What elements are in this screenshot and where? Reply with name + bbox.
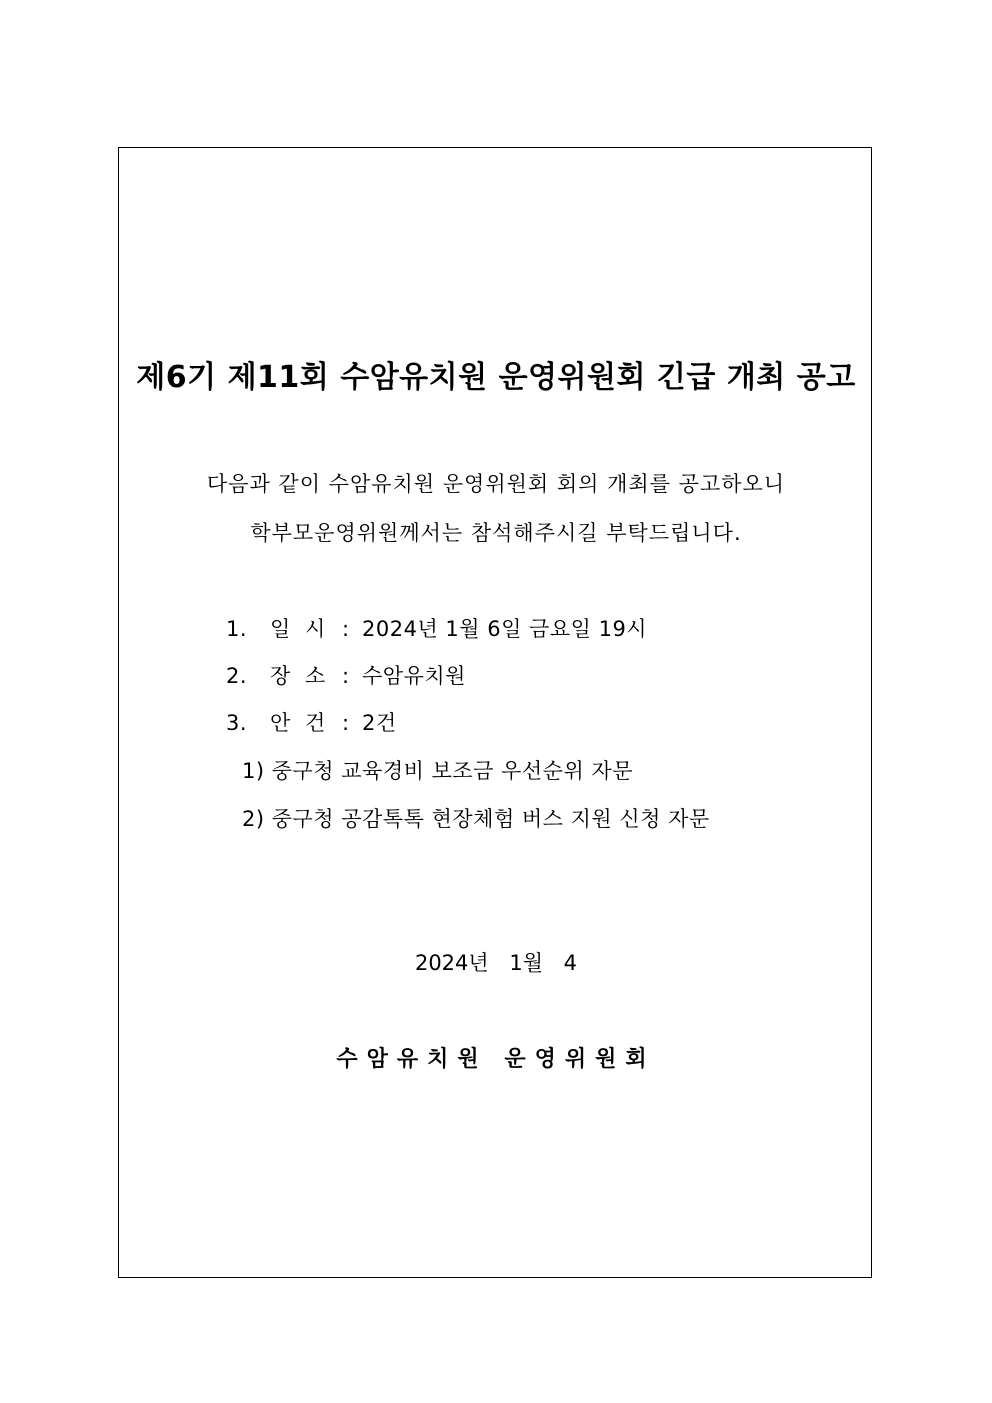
item-value: 2건 — [362, 711, 397, 735]
intro-line-1: 다음과 같이 수암유치원 운영위원회 회의 개최를 공고하오니 — [206, 472, 786, 496]
agenda-item-2: 2) 중구청 공감톡톡 현장체험 버스 지원 신청 자문 — [242, 807, 710, 831]
item-separator: : — [342, 664, 350, 688]
item-number: 3. — [226, 711, 248, 735]
item-datetime — [226, 613, 647, 643]
item-label: 안 건 — [270, 711, 330, 735]
item-number: 2. — [226, 664, 248, 688]
item-label: 장 소 — [270, 664, 330, 688]
item-value: 2024년 1월 6일 금요일 19시 — [362, 617, 648, 641]
intro-line-2: 학부모운영위원께서는 참석해주시길 부탁드립니다. — [250, 521, 742, 545]
item-number: 1. — [226, 617, 248, 641]
item-separator: : — [342, 711, 350, 735]
item-agenda — [226, 707, 397, 737]
item-label: 일 시 — [270, 617, 330, 641]
item-separator: : — [342, 617, 350, 641]
agenda-item-1: 1) 중구청 교육경비 보조금 우선순위 자문 — [242, 759, 634, 783]
item-value: 수암유치원 — [362, 664, 466, 688]
issuer-name: 수암유치원 운영위원회 — [336, 1047, 656, 1072]
notice-date: 2024년 1월 4 — [414, 951, 578, 975]
notice-title: 제6기 제11회 수암유치원 운영위원회 긴급 개최 공고 — [136, 360, 856, 395]
item-place — [226, 660, 466, 690]
